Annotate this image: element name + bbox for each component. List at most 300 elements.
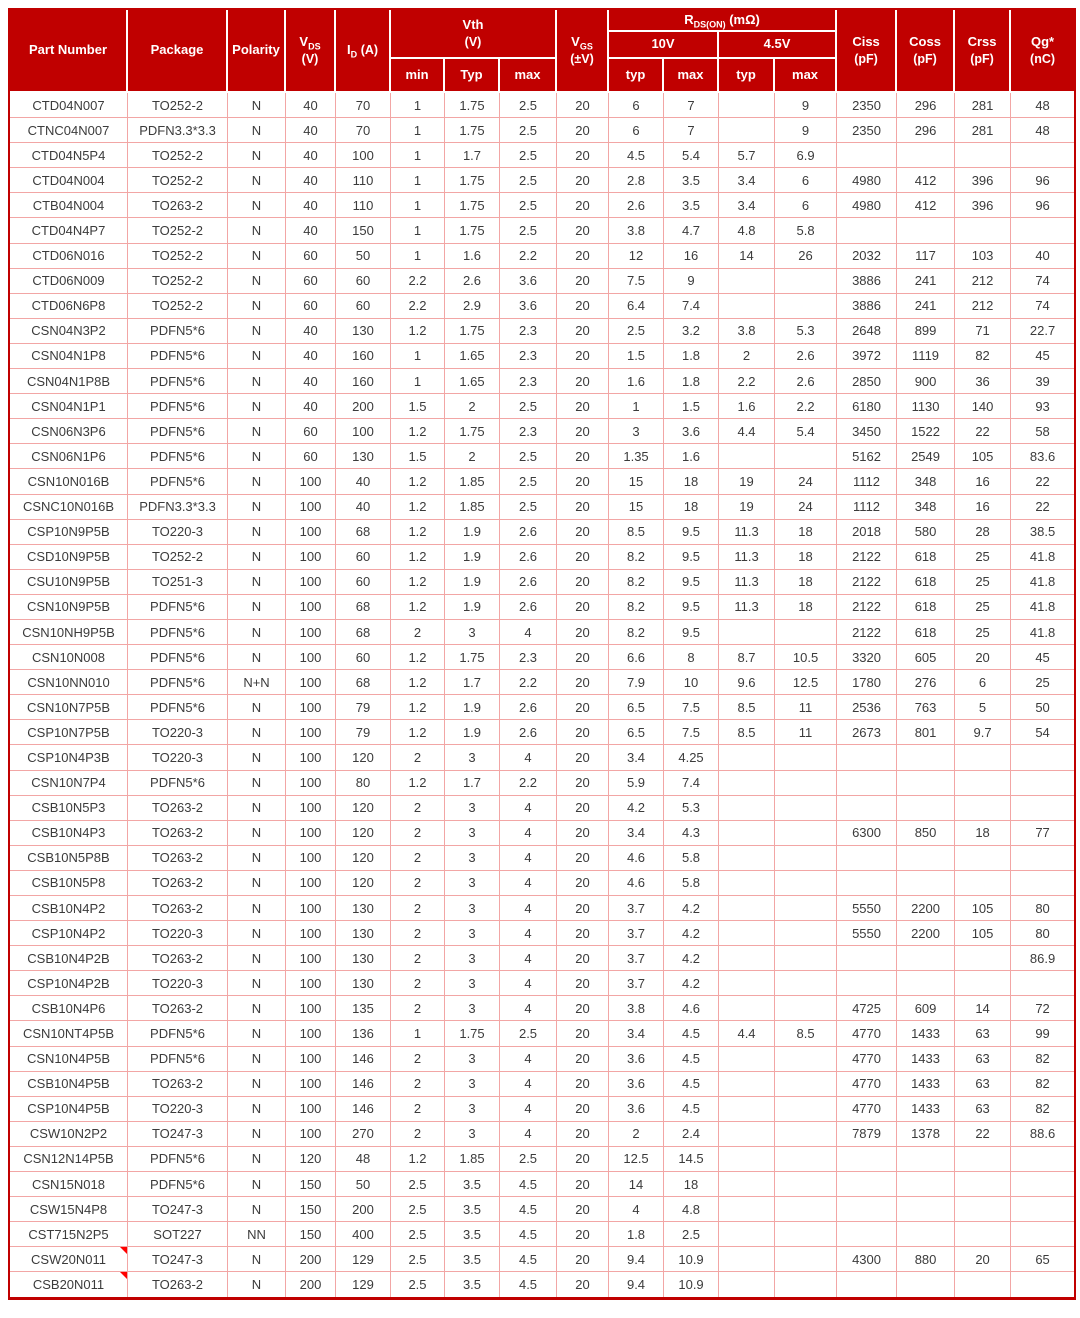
cell-qg_nc: 82 xyxy=(1011,1097,1074,1122)
cell-id_a: 68 xyxy=(336,670,391,695)
qg-unit: (nC) xyxy=(1030,51,1056,66)
col-header-rdson-4v5: 4.5V xyxy=(719,32,837,59)
cell-rdson_10v_typ: 3.7 xyxy=(609,921,664,946)
cell-vth_max: 2.5 xyxy=(500,469,557,494)
cell-polarity: NN xyxy=(228,1222,286,1247)
cell-vth_min: 2 xyxy=(391,946,445,971)
cell-qg_nc: 50 xyxy=(1011,695,1074,720)
cell-coss_pf xyxy=(897,1222,955,1247)
cell-rdson_10v_typ: 3.7 xyxy=(609,946,664,971)
cell-vds_v: 40 xyxy=(286,118,336,143)
cell-vth_max: 2.5 xyxy=(500,93,557,118)
cell-vth_min: 2 xyxy=(391,796,445,821)
cell-id_a: 130 xyxy=(336,444,391,469)
cell-polarity: N xyxy=(228,846,286,871)
cell-id_a: 130 xyxy=(336,319,391,344)
cell-ciss_pf: 4300 xyxy=(837,1247,897,1272)
cell-rdson_4v5_max: 12.5 xyxy=(775,670,837,695)
cell-id_a: 129 xyxy=(336,1247,391,1272)
cell-vth_typ: 1.9 xyxy=(445,720,500,745)
cell-coss_pf xyxy=(897,1147,955,1172)
cell-rdson_10v_typ: 14 xyxy=(609,1172,664,1197)
cell-coss_pf xyxy=(897,218,955,243)
cell-id_a: 70 xyxy=(336,93,391,118)
cell-crss_pf xyxy=(955,1222,1011,1247)
cell-rdson_4v5_typ: 3.4 xyxy=(719,168,775,193)
cell-id_a: 68 xyxy=(336,595,391,620)
cell-vgs_v: 20 xyxy=(557,1147,609,1172)
cell-vds_v: 100 xyxy=(286,495,336,520)
cell-ciss_pf: 4980 xyxy=(837,193,897,218)
cell-vth_max: 4.5 xyxy=(500,1222,557,1247)
cell-vth_max: 2.5 xyxy=(500,495,557,520)
cell-rdson_4v5_typ xyxy=(719,1047,775,1072)
cell-vth_max: 4 xyxy=(500,1097,557,1122)
table-row xyxy=(10,394,1074,419)
table-row xyxy=(10,495,1074,520)
cell-polarity: N xyxy=(228,244,286,269)
cell-rdson_10v_typ: 6.5 xyxy=(609,695,664,720)
cell-vgs_v: 20 xyxy=(557,720,609,745)
cell-vth_min: 1.2 xyxy=(391,771,445,796)
cell-package: TO247-3 xyxy=(128,1247,228,1272)
cell-vgs_v: 20 xyxy=(557,1021,609,1046)
table-row xyxy=(10,168,1074,193)
cell-vth_typ: 3 xyxy=(445,996,500,1021)
cell-id_a: 110 xyxy=(336,168,391,193)
cell-ciss_pf: 2122 xyxy=(837,620,897,645)
cell-coss_pf: 609 xyxy=(897,996,955,1021)
cell-ciss_pf xyxy=(837,1197,897,1222)
cell-vgs_v: 20 xyxy=(557,695,609,720)
cell-rdson_10v_max: 9.5 xyxy=(664,545,719,570)
cell-vth_min: 1.2 xyxy=(391,595,445,620)
cell-rdson_10v_typ: 3.4 xyxy=(609,1021,664,1046)
cell-package: TO251-3 xyxy=(128,570,228,595)
cell-vth_max: 4 xyxy=(500,796,557,821)
cell-vth_typ: 3 xyxy=(445,1047,500,1072)
cell-vth_min: 1.2 xyxy=(391,670,445,695)
cell-vgs_v: 20 xyxy=(557,670,609,695)
cell-vgs_v: 20 xyxy=(557,294,609,319)
cell-vds_v: 100 xyxy=(286,745,336,770)
cell-coss_pf xyxy=(897,1272,955,1296)
cell-vgs_v: 20 xyxy=(557,1122,609,1147)
cell-vgs_v: 20 xyxy=(557,1047,609,1072)
vgs-subscript: GS xyxy=(579,41,593,52)
cell-id_a: 68 xyxy=(336,620,391,645)
cell-rdson_4v5_typ xyxy=(719,118,775,143)
cell-rdson_10v_typ: 12 xyxy=(609,244,664,269)
cell-vth_typ: 3.5 xyxy=(445,1197,500,1222)
cell-ciss_pf: 3886 xyxy=(837,269,897,294)
col-header-rdson-10v: 10V xyxy=(609,32,719,59)
cell-rdson_10v_typ: 2 xyxy=(609,1122,664,1147)
cell-rdson_4v5_typ: 1.6 xyxy=(719,394,775,419)
col-header-vth-max: max xyxy=(500,59,557,93)
cell-package: PDFN5*6 xyxy=(128,1047,228,1072)
cell-vth_min: 2 xyxy=(391,896,445,921)
cell-vth_max: 2.3 xyxy=(500,645,557,670)
cell-rdson_10v_typ: 6 xyxy=(609,93,664,118)
cell-rdson_10v_typ: 6.5 xyxy=(609,720,664,745)
cell-vth_typ: 3.5 xyxy=(445,1222,500,1247)
cell-qg_nc: 45 xyxy=(1011,645,1074,670)
cell-part_number: CSW10N2P2 xyxy=(10,1122,128,1147)
cell-polarity: N xyxy=(228,419,286,444)
cell-rdson_4v5_typ: 4.4 xyxy=(719,1021,775,1046)
cell-rdson_10v_max: 3.2 xyxy=(664,319,719,344)
cell-id_a: 270 xyxy=(336,1122,391,1147)
cell-package: TO220-3 xyxy=(128,1097,228,1122)
cell-vth_typ: 3 xyxy=(445,745,500,770)
cell-ciss_pf: 2350 xyxy=(837,93,897,118)
cell-coss_pf xyxy=(897,971,955,996)
cell-crss_pf xyxy=(955,846,1011,871)
cell-rdson_10v_max: 9.5 xyxy=(664,520,719,545)
cell-rdson_4v5_max: 8.5 xyxy=(775,1021,837,1046)
cell-part_number: CSN10N4P5B xyxy=(10,1047,128,1072)
col-header-vth-typ: Typ xyxy=(445,59,500,93)
cell-rdson_10v_max: 7.5 xyxy=(664,695,719,720)
id-symbol: $I_D$ xyxy=(346,42,358,60)
cell-rdson_4v5_typ: 3.8 xyxy=(719,319,775,344)
col-header-crss xyxy=(955,10,1011,93)
cell-rdson_10v_typ: 4.6 xyxy=(609,846,664,871)
cell-qg_nc: 88.6 xyxy=(1011,1122,1074,1147)
cell-rdson_4v5_max xyxy=(775,846,837,871)
cell-vth_min: 1.2 xyxy=(391,545,445,570)
cell-vds_v: 100 xyxy=(286,670,336,695)
cell-vgs_v: 20 xyxy=(557,168,609,193)
cell-ciss_pf xyxy=(837,143,897,168)
cell-rdson_4v5_typ: 8.5 xyxy=(719,720,775,745)
cell-crss_pf xyxy=(955,971,1011,996)
vds-symbol: $V_{DS}$ xyxy=(299,33,321,52)
cell-package: TO252-2 xyxy=(128,269,228,294)
cell-vth_min: 2.5 xyxy=(391,1272,445,1296)
cell-rdson_4v5_max xyxy=(775,745,837,770)
cell-rdson_10v_max: 7.4 xyxy=(664,294,719,319)
table-row xyxy=(10,846,1074,871)
cell-part_number: CSN10NT4P5B xyxy=(10,1021,128,1046)
cell-id_a: 70 xyxy=(336,118,391,143)
cell-ciss_pf xyxy=(837,745,897,770)
vds-unit: (V) xyxy=(301,51,319,66)
cell-part_number: CSN04N1P1 xyxy=(10,394,128,419)
cell-vds_v: 150 xyxy=(286,1197,336,1222)
cell-id_a: 60 xyxy=(336,645,391,670)
cell-part_number: CSB10N5P3 xyxy=(10,796,128,821)
cell-coss_pf: 763 xyxy=(897,695,955,720)
cell-vds_v: 100 xyxy=(286,545,336,570)
cell-part_number: CSN06N3P6 xyxy=(10,419,128,444)
cell-part_number: CTD06N6P8 xyxy=(10,294,128,319)
cell-vth_max: 4.5 xyxy=(500,1197,557,1222)
cell-vgs_v: 20 xyxy=(557,344,609,369)
cell-vth_min: 1.2 xyxy=(391,695,445,720)
cell-ciss_pf: 7879 xyxy=(837,1122,897,1147)
cell-vgs_v: 20 xyxy=(557,93,609,118)
cell-part_number: CSB10N4P2B xyxy=(10,946,128,971)
cell-id_a: 135 xyxy=(336,996,391,1021)
cell-vth_typ: 3 xyxy=(445,1122,500,1147)
cell-coss_pf: 1378 xyxy=(897,1122,955,1147)
cell-qg_nc: 22 xyxy=(1011,495,1074,520)
cell-polarity: N xyxy=(228,269,286,294)
cell-qg_nc: 82 xyxy=(1011,1072,1074,1097)
table-row xyxy=(10,620,1074,645)
cell-rdson_4v5_typ xyxy=(719,444,775,469)
cell-polarity: N xyxy=(228,143,286,168)
cell-qg_nc xyxy=(1011,1147,1074,1172)
cell-rdson_10v_max: 4.2 xyxy=(664,921,719,946)
cell-vgs_v: 20 xyxy=(557,1197,609,1222)
cell-part_number: CSP10N4P2B xyxy=(10,971,128,996)
cell-vth_typ: 3 xyxy=(445,796,500,821)
cell-qg_nc xyxy=(1011,1197,1074,1222)
cell-qg_nc: 82 xyxy=(1011,1047,1074,1072)
table-body xyxy=(10,93,1074,1297)
cell-qg_nc xyxy=(1011,771,1074,796)
cell-vth_typ: 3 xyxy=(445,971,500,996)
cell-rdson_4v5_max xyxy=(775,796,837,821)
cell-part_number: CSN04N1P8 xyxy=(10,344,128,369)
cell-part_number: CSN04N1P8B xyxy=(10,369,128,394)
cell-vgs_v: 20 xyxy=(557,193,609,218)
cell-id_a: 136 xyxy=(336,1021,391,1046)
cell-crss_pf: 25 xyxy=(955,595,1011,620)
cell-polarity: N xyxy=(228,344,286,369)
cell-rdson_4v5_typ xyxy=(719,771,775,796)
cell-polarity: N xyxy=(228,1072,286,1097)
cell-ciss_pf: 5550 xyxy=(837,921,897,946)
cell-vds_v: 100 xyxy=(286,896,336,921)
cell-vth_min: 1 xyxy=(391,168,445,193)
table-row xyxy=(10,720,1074,745)
cell-vgs_v: 20 xyxy=(557,971,609,996)
cell-polarity: N xyxy=(228,394,286,419)
cell-vth_max: 2.6 xyxy=(500,545,557,570)
cell-rdson_10v_max: 18 xyxy=(664,469,719,494)
cell-rdson_4v5_typ xyxy=(719,1072,775,1097)
cell-polarity: N xyxy=(228,218,286,243)
cell-crss_pf: 22 xyxy=(955,1122,1011,1147)
cell-qg_nc: 22 xyxy=(1011,469,1074,494)
cell-rdson_4v5_max xyxy=(775,771,837,796)
cell-rdson_4v5_max: 24 xyxy=(775,495,837,520)
cell-polarity: N xyxy=(228,168,286,193)
cell-package: TO263-2 xyxy=(128,1272,228,1296)
cell-polarity: N xyxy=(228,193,286,218)
cell-package: TO263-2 xyxy=(128,193,228,218)
cell-crss_pf xyxy=(955,771,1011,796)
cell-id_a: 120 xyxy=(336,796,391,821)
col-header-vds xyxy=(286,10,336,93)
cell-package: PDFN5*6 xyxy=(128,444,228,469)
cell-part_number: CSN10N008 xyxy=(10,645,128,670)
cell-qg_nc xyxy=(1011,1222,1074,1247)
cell-qg_nc: 99 xyxy=(1011,1021,1074,1046)
cell-vth_max: 2.3 xyxy=(500,344,557,369)
cell-package: PDFN5*6 xyxy=(128,670,228,695)
cell-ciss_pf: 3972 xyxy=(837,344,897,369)
cell-crss_pf: 105 xyxy=(955,444,1011,469)
cell-rdson_10v_max: 5.4 xyxy=(664,143,719,168)
table-row xyxy=(10,269,1074,294)
cell-vth_max: 2.6 xyxy=(500,520,557,545)
cell-vth_typ: 3 xyxy=(445,946,500,971)
cell-rdson_10v_max: 1.5 xyxy=(664,394,719,419)
cell-id_a: 100 xyxy=(336,419,391,444)
cell-vds_v: 60 xyxy=(286,294,336,319)
cell-vth_max: 2.5 xyxy=(500,143,557,168)
cell-vgs_v: 20 xyxy=(557,645,609,670)
cell-vth_max: 4.5 xyxy=(500,1272,557,1296)
cell-id_a: 130 xyxy=(336,946,391,971)
cell-vds_v: 100 xyxy=(286,846,336,871)
cell-qg_nc: 54 xyxy=(1011,720,1074,745)
cell-ciss_pf xyxy=(837,1147,897,1172)
cell-vgs_v: 20 xyxy=(557,143,609,168)
cell-ciss_pf xyxy=(837,1172,897,1197)
table-row xyxy=(10,996,1074,1021)
cell-crss_pf: 22 xyxy=(955,419,1011,444)
cell-rdson_10v_typ: 3.4 xyxy=(609,821,664,846)
cell-rdson_4v5_max xyxy=(775,946,837,971)
cell-vds_v: 100 xyxy=(286,1047,336,1072)
cell-vth_min: 2 xyxy=(391,620,445,645)
cell-package: TO263-2 xyxy=(128,796,228,821)
cell-rdson_10v_typ: 8.2 xyxy=(609,570,664,595)
cell-vth_max: 2.5 xyxy=(500,1147,557,1172)
cell-vds_v: 100 xyxy=(286,1021,336,1046)
cell-vth_min: 2 xyxy=(391,846,445,871)
table-row xyxy=(10,369,1074,394)
cell-id_a: 100 xyxy=(336,143,391,168)
coss-label: Coss xyxy=(909,33,941,49)
cell-part_number: CTD04N5P4 xyxy=(10,143,128,168)
cell-part_number: CSNC10N016B xyxy=(10,495,128,520)
cell-vth_min: 2.2 xyxy=(391,269,445,294)
cell-id_a: 40 xyxy=(336,495,391,520)
cell-rdson_4v5_typ xyxy=(719,269,775,294)
cell-rdson_4v5_max xyxy=(775,620,837,645)
cell-coss_pf: 1130 xyxy=(897,394,955,419)
cell-vth_typ: 1.75 xyxy=(445,1021,500,1046)
table-row xyxy=(10,595,1074,620)
cell-rdson_10v_typ: 3.6 xyxy=(609,1047,664,1072)
cell-rdson_10v_typ: 2.5 xyxy=(609,319,664,344)
cell-coss_pf xyxy=(897,143,955,168)
cell-package: TO252-2 xyxy=(128,168,228,193)
cell-vds_v: 200 xyxy=(286,1247,336,1272)
cell-qg_nc xyxy=(1011,218,1074,243)
cell-package: PDFN5*6 xyxy=(128,645,228,670)
cell-part_number: CTD04N007 xyxy=(10,93,128,118)
cell-vds_v: 100 xyxy=(286,821,336,846)
cell-id_a: 79 xyxy=(336,695,391,720)
cell-crss_pf: 14 xyxy=(955,996,1011,1021)
cell-crss_pf: 63 xyxy=(955,1072,1011,1097)
cell-id_a: 60 xyxy=(336,269,391,294)
cell-id_a: 129 xyxy=(336,1272,391,1296)
table-row xyxy=(10,695,1074,720)
cell-package: TO263-2 xyxy=(128,896,228,921)
cell-vth_typ: 3 xyxy=(445,821,500,846)
table-row xyxy=(10,520,1074,545)
cell-polarity: N xyxy=(228,1097,286,1122)
cell-ciss_pf: 4725 xyxy=(837,996,897,1021)
cell-vgs_v: 20 xyxy=(557,595,609,620)
cell-ciss_pf: 3450 xyxy=(837,419,897,444)
cell-ciss_pf: 3320 xyxy=(837,645,897,670)
cell-polarity: N xyxy=(228,1122,286,1147)
cell-polarity: N xyxy=(228,495,286,520)
cell-coss_pf xyxy=(897,796,955,821)
cell-qg_nc: 96 xyxy=(1011,168,1074,193)
cell-rdson_4v5_max xyxy=(775,821,837,846)
cell-part_number: CSD10N9P5B xyxy=(10,545,128,570)
cell-rdson_10v_max: 4.2 xyxy=(664,971,719,996)
cell-coss_pf: 1433 xyxy=(897,1097,955,1122)
table-row xyxy=(10,745,1074,770)
cell-rdson_10v_typ: 4.2 xyxy=(609,796,664,821)
cell-rdson_10v_max: 4.8 xyxy=(664,1197,719,1222)
cell-crss_pf xyxy=(955,143,1011,168)
cell-crss_pf xyxy=(955,946,1011,971)
cell-vth_max: 4 xyxy=(500,896,557,921)
cell-rdson_4v5_typ xyxy=(719,971,775,996)
cell-vth_typ: 1.85 xyxy=(445,469,500,494)
cell-qg_nc xyxy=(1011,871,1074,896)
cell-vgs_v: 20 xyxy=(557,269,609,294)
cell-vgs_v: 20 xyxy=(557,1247,609,1272)
col-header-coss xyxy=(897,10,955,93)
cell-vth_min: 2.5 xyxy=(391,1197,445,1222)
cell-rdson_4v5_max: 9 xyxy=(775,118,837,143)
cell-ciss_pf xyxy=(837,1222,897,1247)
cell-coss_pf: 241 xyxy=(897,269,955,294)
cell-coss_pf: 412 xyxy=(897,193,955,218)
cell-vds_v: 150 xyxy=(286,1222,336,1247)
qg-label: Qg* xyxy=(1030,33,1055,49)
cell-coss_pf: 296 xyxy=(897,118,955,143)
cell-crss_pf: 63 xyxy=(955,1021,1011,1046)
cell-vth_typ: 3 xyxy=(445,871,500,896)
col-header-rdson xyxy=(609,10,837,32)
cell-rdson_10v_max: 4.5 xyxy=(664,1047,719,1072)
cell-ciss_pf: 5550 xyxy=(837,896,897,921)
cell-qg_nc xyxy=(1011,971,1074,996)
cell-rdson_10v_typ: 9.4 xyxy=(609,1247,664,1272)
cell-part_number: CSP10N7P5B xyxy=(10,720,128,745)
cell-rdson_4v5_max: 18 xyxy=(775,595,837,620)
cell-vth_typ: 1.75 xyxy=(445,645,500,670)
cell-part_number: CSN10N9P5B xyxy=(10,595,128,620)
cell-coss_pf: 2200 xyxy=(897,921,955,946)
cell-rdson_10v_max: 4.6 xyxy=(664,996,719,1021)
cell-vth_typ: 1.9 xyxy=(445,570,500,595)
cell-coss_pf: 618 xyxy=(897,570,955,595)
cell-rdson_4v5_max: 18 xyxy=(775,545,837,570)
cell-coss_pf: 2549 xyxy=(897,444,955,469)
cell-rdson_4v5_max: 6 xyxy=(775,168,837,193)
cell-vth_min: 1 xyxy=(391,1021,445,1046)
cell-vth_typ: 3 xyxy=(445,620,500,645)
cell-part_number: CSW15N4P8 xyxy=(10,1197,128,1222)
table-row xyxy=(10,1222,1074,1247)
